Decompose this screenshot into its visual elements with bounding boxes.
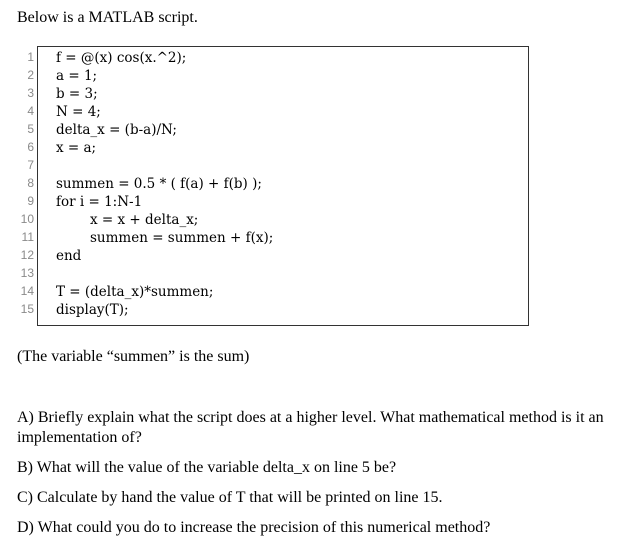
code-line: delta_x = (b-a)/N;	[56, 122, 177, 138]
code-line: b = 3;	[56, 86, 98, 102]
line-number: 2	[27, 68, 34, 82]
code-line: a = 1;	[56, 68, 98, 84]
code-line: x = a;	[56, 140, 97, 156]
line-number: 13	[20, 266, 34, 280]
line-number: 9	[27, 194, 34, 208]
intro-text: Below is a MATLAB script.	[17, 9, 198, 26]
question-d: D) What could you do to increase the precision of this numerical method?	[17, 519, 491, 536]
line-number: 10	[20, 212, 34, 226]
line-number: 5	[27, 122, 34, 136]
line-number: 7	[27, 158, 34, 172]
code-box	[37, 46, 529, 326]
code-line: T = (delta_x)*summen;	[56, 284, 214, 300]
variable-note: (The variable “summen” is the sum)	[17, 348, 250, 365]
line-number: 14	[20, 284, 34, 298]
line-number: 11	[21, 230, 34, 244]
code-line: summen = summen + f(x);	[90, 230, 274, 246]
line-number: 8	[27, 176, 34, 190]
code-line: display(T);	[56, 302, 129, 318]
code-line: f = @(x) cos(x.^2);	[56, 50, 187, 66]
code-line: end	[56, 248, 82, 264]
code-line: for i = 1:N-1	[56, 194, 143, 210]
line-number: 12	[20, 248, 34, 262]
code-line: N = 4;	[56, 104, 101, 120]
question-a: A) Briefly explain what the script does at a higher level. What mathematical method is it an implementation of?	[17, 409, 604, 446]
line-number: 3	[27, 86, 34, 100]
question-b: B) What will the value of the variable delta_x on line 5 be?	[17, 459, 397, 476]
line-number: 1	[27, 50, 34, 64]
code-line: x = x + delta_x;	[90, 212, 199, 228]
code-line: summen = 0.5 * ( f(a) + f(b) );	[56, 176, 262, 192]
question-c: C) Calculate by hand the value of T that will be printed on line 15.	[17, 489, 443, 506]
line-number-gutter	[17, 46, 37, 326]
line-number: 4	[27, 104, 34, 118]
code-listing	[17, 46, 529, 326]
line-number: 6	[27, 140, 34, 154]
line-number: 15	[20, 302, 34, 316]
